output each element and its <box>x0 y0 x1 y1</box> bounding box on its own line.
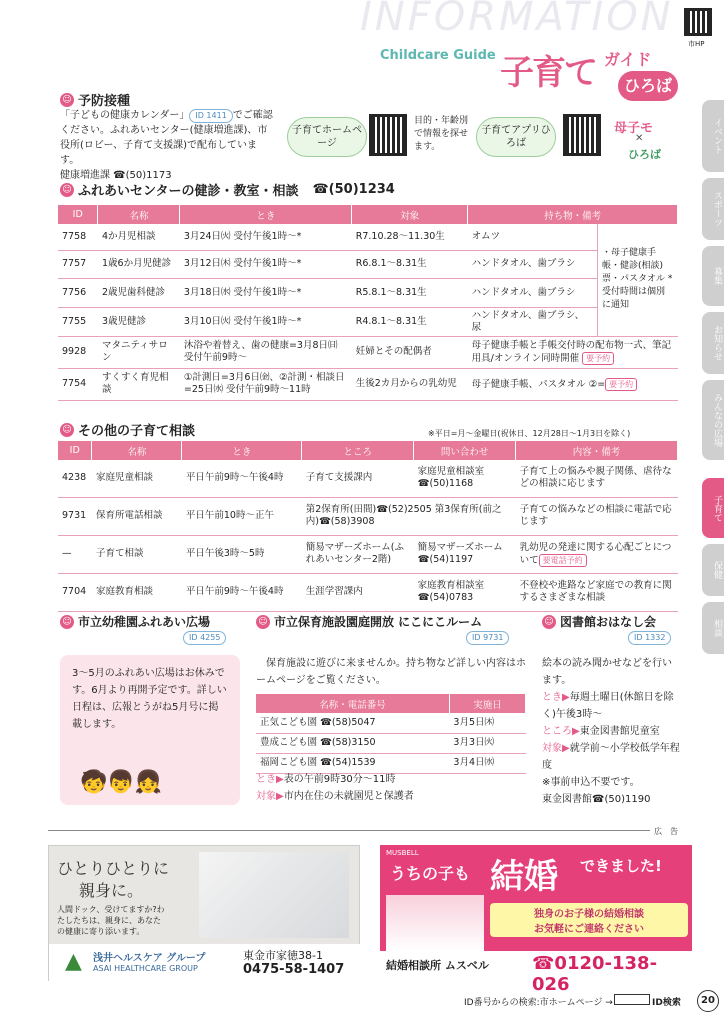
when-label: とき <box>542 692 562 703</box>
col-id: ID <box>58 441 92 460</box>
row-where: 子育て支援課内 <box>302 460 414 497</box>
kids-illustration-icon: 🧒👦👧 <box>80 770 163 795</box>
row-where: 簡易マザーズホーム(ふれあいセンター2階) <box>302 535 414 573</box>
childcare-guide-subtitle: Childcare Guide <box>380 48 496 63</box>
ad1-address: 東金市家徳38-1 <box>243 949 323 962</box>
vaccination-contact: 健康増進課 ☎(50)1173 <box>60 170 172 181</box>
row-target: 妊婦とその配偶者 <box>352 336 468 368</box>
row-where: 第2保育所(田間)☎(52)2505 第3保育所(前之内)☎(58)3908 <box>302 497 516 535</box>
row-detail: 子育ての悩みなどの相談に電話で応じます <box>516 497 678 535</box>
table-row <box>58 535 678 573</box>
col-when: とき <box>182 441 302 460</box>
other-title: その他の子育て相談 <box>78 424 196 439</box>
row-items: ハンドタオル、歯ブラシ <box>468 250 598 278</box>
qr-code <box>684 8 712 36</box>
row-when: ①計測日=3月6日㈮、②計測・相談日=25日㈬ 受付午前9時～11時 <box>180 368 352 400</box>
when-label: とき <box>256 774 276 785</box>
col-name: 名称 <box>98 205 180 224</box>
row-contact: 家庭児童相談室 ☎(50)1168 <box>414 460 516 497</box>
fureai-title: ふれあいセンターの健診・教室・相談 <box>78 184 299 199</box>
row-detail: 子育て上の悩みや親子関係、虐待などの相談に応じます <box>516 460 678 497</box>
page-title-guide: ガイド <box>604 50 652 69</box>
nursery-table <box>256 694 526 774</box>
row-contact: 家庭教育相談室 ☎(54)0783 <box>414 573 516 611</box>
hiroba-badge: ひろば <box>618 71 678 101</box>
target-label: 対象 <box>542 743 562 754</box>
row-id: 7758 <box>58 224 98 250</box>
id-search-field[interactable] <box>614 994 650 1005</box>
col-when: とき <box>180 205 352 224</box>
row-when: 平日午前9時～午後4時 <box>182 573 302 611</box>
kindergarten-text: 3～5月のふれあい広場はお休みです。6月より再開予定です。詳しい日程は、広報とうがね5月号に掲載します。 <box>72 668 227 730</box>
nursery-text: 保育施設に遊びに来ませんか。持ち物など詳しい内容はホームページをご覧ください。 <box>256 658 526 686</box>
vaccination-text1: 「子どもの健康カレンダー」 <box>60 110 190 121</box>
row-target: R5.8.1～8.31生 <box>352 278 468 307</box>
app-name-boshimo: 母子モ <box>614 121 654 136</box>
vaccination-heading <box>60 90 130 109</box>
row-when: 沐浴や着替え、歯の健康=3月8日㈰ 受付午前9時～ <box>180 336 352 368</box>
row-items <box>468 368 678 400</box>
row-detail <box>516 535 678 573</box>
ad2-sub1: 独身のお子様の結婚相談 <box>534 909 644 920</box>
fureai-table <box>58 205 678 401</box>
row-when: 3月10日㈫ 受付午後1時～* <box>180 307 352 336</box>
row-contact: 簡易マザーズホーム ☎(54)1197 <box>414 535 516 573</box>
nursery-target: 市内在住の未就園児と保護者 <box>283 791 414 802</box>
library-title: 図書館おはなし会 <box>560 615 657 629</box>
col-target: 対象 <box>352 205 468 224</box>
row-id: 9928 <box>58 336 98 368</box>
tab-community[interactable]: みんなの広場 <box>702 380 724 460</box>
table-row <box>58 460 678 497</box>
ad-musbell[interactable] <box>380 845 692 995</box>
tab-childcare[interactable]: 子育て <box>702 478 724 538</box>
table-row <box>58 278 678 307</box>
row-id: 7704 <box>58 573 92 611</box>
ad1-tel: 0475-58-1407 <box>243 962 345 977</box>
row-name: 家庭教育相談 <box>92 573 182 611</box>
row-name: 4か月児相談 <box>98 224 180 250</box>
row-where: 生涯学習課内 <box>302 573 414 611</box>
smile-icon: ☺ <box>256 615 270 629</box>
ad2-big: 結婚 <box>490 857 558 897</box>
where-label: ところ <box>542 726 572 737</box>
target-label: 対象 <box>256 791 276 802</box>
vaccination-text <box>60 108 275 183</box>
row-items <box>468 336 678 368</box>
row-items: オムツ <box>468 224 598 250</box>
ad2-sub-box <box>490 903 688 937</box>
smile-icon: ☺ <box>60 183 74 197</box>
row-target: R6.8.1～8.31生 <box>352 250 468 278</box>
nursery-id-badge[interactable]: ID 9731 <box>466 631 509 645</box>
qr-label: 市HP <box>688 40 705 48</box>
kindergarten-box <box>60 655 240 805</box>
kindergarten-title: 市立幼稚園ふれあい広場 <box>78 615 211 629</box>
col-name-tel: 名称・電話番号 <box>256 694 449 713</box>
app-button[interactable]: 子育てアプリひろば <box>476 117 556 157</box>
phone-reservation-badge: 要電話予約 <box>539 554 587 567</box>
other-table <box>58 441 678 612</box>
ad1-line1: ひとりひとりに <box>57 859 170 878</box>
table-row <box>58 224 678 250</box>
info-watermark: INFORMATION <box>360 0 674 40</box>
row-detail: 不登校や進路など家庭での教育に関するさまざまな相談 <box>516 573 678 611</box>
ad1-company-en: ASAI HEALTHCARE GROUP <box>93 964 198 973</box>
row-date: 3月3日㈫ <box>449 733 525 753</box>
vaccination-id-badge[interactable]: ID 1411 <box>189 109 232 123</box>
smile-icon: ☺ <box>60 423 74 437</box>
table-row <box>256 753 526 773</box>
row-id: 7757 <box>58 250 98 278</box>
asai-logo-icon: ▲ <box>65 949 82 974</box>
table-row <box>58 336 678 368</box>
ad1-line2: 親身に。 <box>79 881 144 900</box>
row-date: 3月5日㈭ <box>449 713 525 733</box>
phone-icon: ☎ <box>532 953 555 974</box>
row-name: 子育て相談 <box>92 535 182 573</box>
cross-icon: ✕ <box>635 133 644 144</box>
family-photo <box>386 895 484 951</box>
table-row <box>58 573 678 611</box>
vaccination-title: 予防接種 <box>78 94 131 109</box>
other-heading <box>60 420 195 439</box>
reservation-badge: 要予約 <box>582 352 614 365</box>
col-contact: 問い合わせ <box>414 441 516 460</box>
fureai-heading <box>60 180 395 199</box>
table-row <box>58 250 678 278</box>
id-search-hint: ID番号からの検索:市ホームページ → <box>464 998 613 1008</box>
row-when: 平日午前10時～正午 <box>182 497 302 535</box>
reservation-badge: 要予約 <box>605 378 637 391</box>
library-when: 毎週土曜日(休館日を除く)午後3時～ <box>542 692 674 720</box>
table-row <box>256 713 526 733</box>
row-when: 3月12日㈭ 受付午後1時～* <box>180 250 352 278</box>
col-where: ところ <box>302 441 414 460</box>
table-row <box>58 307 678 336</box>
row-target: R4.8.1～8.31生 <box>352 307 468 336</box>
library-text: 絵本の読み聞かせなどを行います。 <box>542 658 672 686</box>
row-when: 3月24日㈫ 受付午後1時～* <box>180 224 352 250</box>
col-date: 実施日 <box>449 694 525 713</box>
row-name: 福岡こども園 ☎(54)1539 <box>256 753 449 773</box>
medical-room-image <box>199 852 349 938</box>
ad2-tel-number: 0120-138-026 <box>532 953 658 995</box>
row-date: 3月4日㈬ <box>449 753 525 773</box>
row-name: 豊成こども園 ☎(58)3150 <box>256 733 449 753</box>
row-name: 2歳児歯科健診 <box>98 278 180 307</box>
page-number: 20 <box>697 990 719 1012</box>
col-items: 持ち物・備考 <box>468 205 678 224</box>
row-items: ハンドタオル、歯ブラシ、尿 <box>468 307 598 336</box>
ad2-brand: MUSBELL <box>386 849 419 857</box>
smile-icon: ☺ <box>60 93 74 107</box>
col-id: ID <box>58 205 98 224</box>
row-items-text: 母子健康手帳と手帳交付時の配布物一式、筆記用具/オンライン同時開催 <box>471 339 672 364</box>
col-detail: 内容・備考 <box>516 441 678 460</box>
tab-notices[interactable]: お知らせ <box>702 312 724 374</box>
tab-consultation[interactable]: 相談 <box>702 602 724 654</box>
ad2-tel <box>532 953 692 995</box>
row-name: 保育所電話相談 <box>92 497 182 535</box>
row-target: R7.10.28～11.30生 <box>352 224 468 250</box>
col-name: 名称 <box>92 441 182 460</box>
nursery-when: 表の午前9時30分～11時 <box>283 774 396 785</box>
library-heading <box>542 613 656 630</box>
row-id: 9731 <box>58 497 92 535</box>
library-id-badge[interactable]: ID 1332 <box>628 631 671 645</box>
hp-description: 目的・年齢別で情報を探せます。 <box>414 116 469 152</box>
app-name-hiroba: ひろば <box>628 148 661 161</box>
ad-asai[interactable] <box>48 845 360 981</box>
row-name: 正気こども園 ☎(58)5047 <box>256 713 449 733</box>
row-name: 家庭児童相談 <box>92 460 182 497</box>
kindergarten-id-badge[interactable]: ID 4255 <box>183 631 226 645</box>
smile-icon: ☺ <box>60 615 74 629</box>
tab-recruitment[interactable]: 募集 <box>702 246 724 306</box>
row-id: 4238 <box>58 460 92 497</box>
ad2-line1: うちの子も <box>390 864 471 883</box>
library-where: 東金図書館児童室 <box>579 726 660 737</box>
row-when: 平日午前9時～午後4時 <box>182 460 302 497</box>
hp-qr-code <box>369 114 407 156</box>
row-items-text: 母子健康手帳、パスタオル ②= <box>471 378 606 390</box>
row-id: — <box>58 535 92 573</box>
ad-label: 広 告 <box>650 826 682 837</box>
library-details: 絵本の読み聞かせなどを行います。 とき▶毎週土曜日(休館日を除く)午後3時～ ところ▶東金図書館児童室 対象▶就学前～小学校低学年程度 ※事前申込不要です。 東金図書館☎(50)1190 <box>542 658 680 805</box>
row-id: 7756 <box>58 278 98 307</box>
row-name: マタニティサロン <box>98 336 180 368</box>
fureai-tel: ☎(50)1234 <box>312 182 395 197</box>
ad2-line2: できました! <box>580 857 662 875</box>
page-title: 子育て <box>500 53 596 93</box>
row-items: ハンドタオル、歯ブラシ <box>468 278 598 307</box>
id-search-button[interactable]: ID検索 <box>652 998 681 1008</box>
row-target: 生後2カ月からの乳幼児 <box>352 368 468 400</box>
kindergarten-heading <box>60 613 210 630</box>
tab-event[interactable]: イベント <box>702 100 724 172</box>
ad1-small: 人間ドック、受けてますか?わたしたちは、親身に、あなたの健康に寄り添います。 <box>57 905 165 936</box>
nursery-details: とき▶表の午前9時30分～11時 対象▶市内在住の未就園児と保護者 <box>256 774 414 802</box>
row-when: 3月18日㈬ 受付午後1時～* <box>180 278 352 307</box>
hp-button[interactable]: 子育てホームページ <box>287 117 367 157</box>
library-note: ※事前申込不要です。 <box>542 777 640 788</box>
table-row <box>58 497 678 535</box>
smile-icon: ☺ <box>542 615 556 629</box>
table-row <box>58 368 678 400</box>
table-row <box>256 733 526 753</box>
nursery-id[interactable] <box>466 631 509 645</box>
row-when: 平日午後3時～5時 <box>182 535 302 573</box>
nursery-title: 市立保育施設園庭開放 にこにこルーム <box>274 615 483 629</box>
row-name: 3歳児健診 <box>98 307 180 336</box>
row-id: 7755 <box>58 307 98 336</box>
row-name: すくすく育児相談 <box>98 368 180 400</box>
row-id: 7754 <box>58 368 98 400</box>
nursery-heading <box>256 613 482 630</box>
tab-sports[interactable]: スポーツ <box>702 178 724 240</box>
fureai-note: ・母子健康手帳・健診(相談)票・パスタオル *受付時間は個別に通知 <box>598 224 678 336</box>
tab-health[interactable]: 保健 <box>702 544 724 596</box>
row-detail-text: 乳幼児の発達に関する心配ごとについて <box>519 541 672 566</box>
library-contact: 東金図書館☎(50)1190 <box>542 794 651 805</box>
app-qr-code <box>563 114 601 156</box>
ad1-company: 浅井ヘルスケア グループ <box>93 953 206 964</box>
library-target: 就学前～小学校低学年程度 <box>542 743 680 771</box>
ad-divider <box>48 830 678 831</box>
weekday-note: ※平日=月～金曜日(祝休日、12月28日～1月3日を除く) <box>428 429 631 438</box>
row-name: 1歳6か月児健診 <box>98 250 180 278</box>
ad2-sub2: お気軽にご連絡ください <box>534 924 644 935</box>
vaccination-text2: でご確認ください。ふれあいセンター(健康増進課)、市役所(ロビー、子育て支援課)で配布しています。 <box>60 110 273 166</box>
kindergarten-id[interactable] <box>183 631 226 645</box>
ad2-company: 結婚相談所 ムスベル <box>386 959 489 972</box>
library-id[interactable] <box>628 631 671 645</box>
